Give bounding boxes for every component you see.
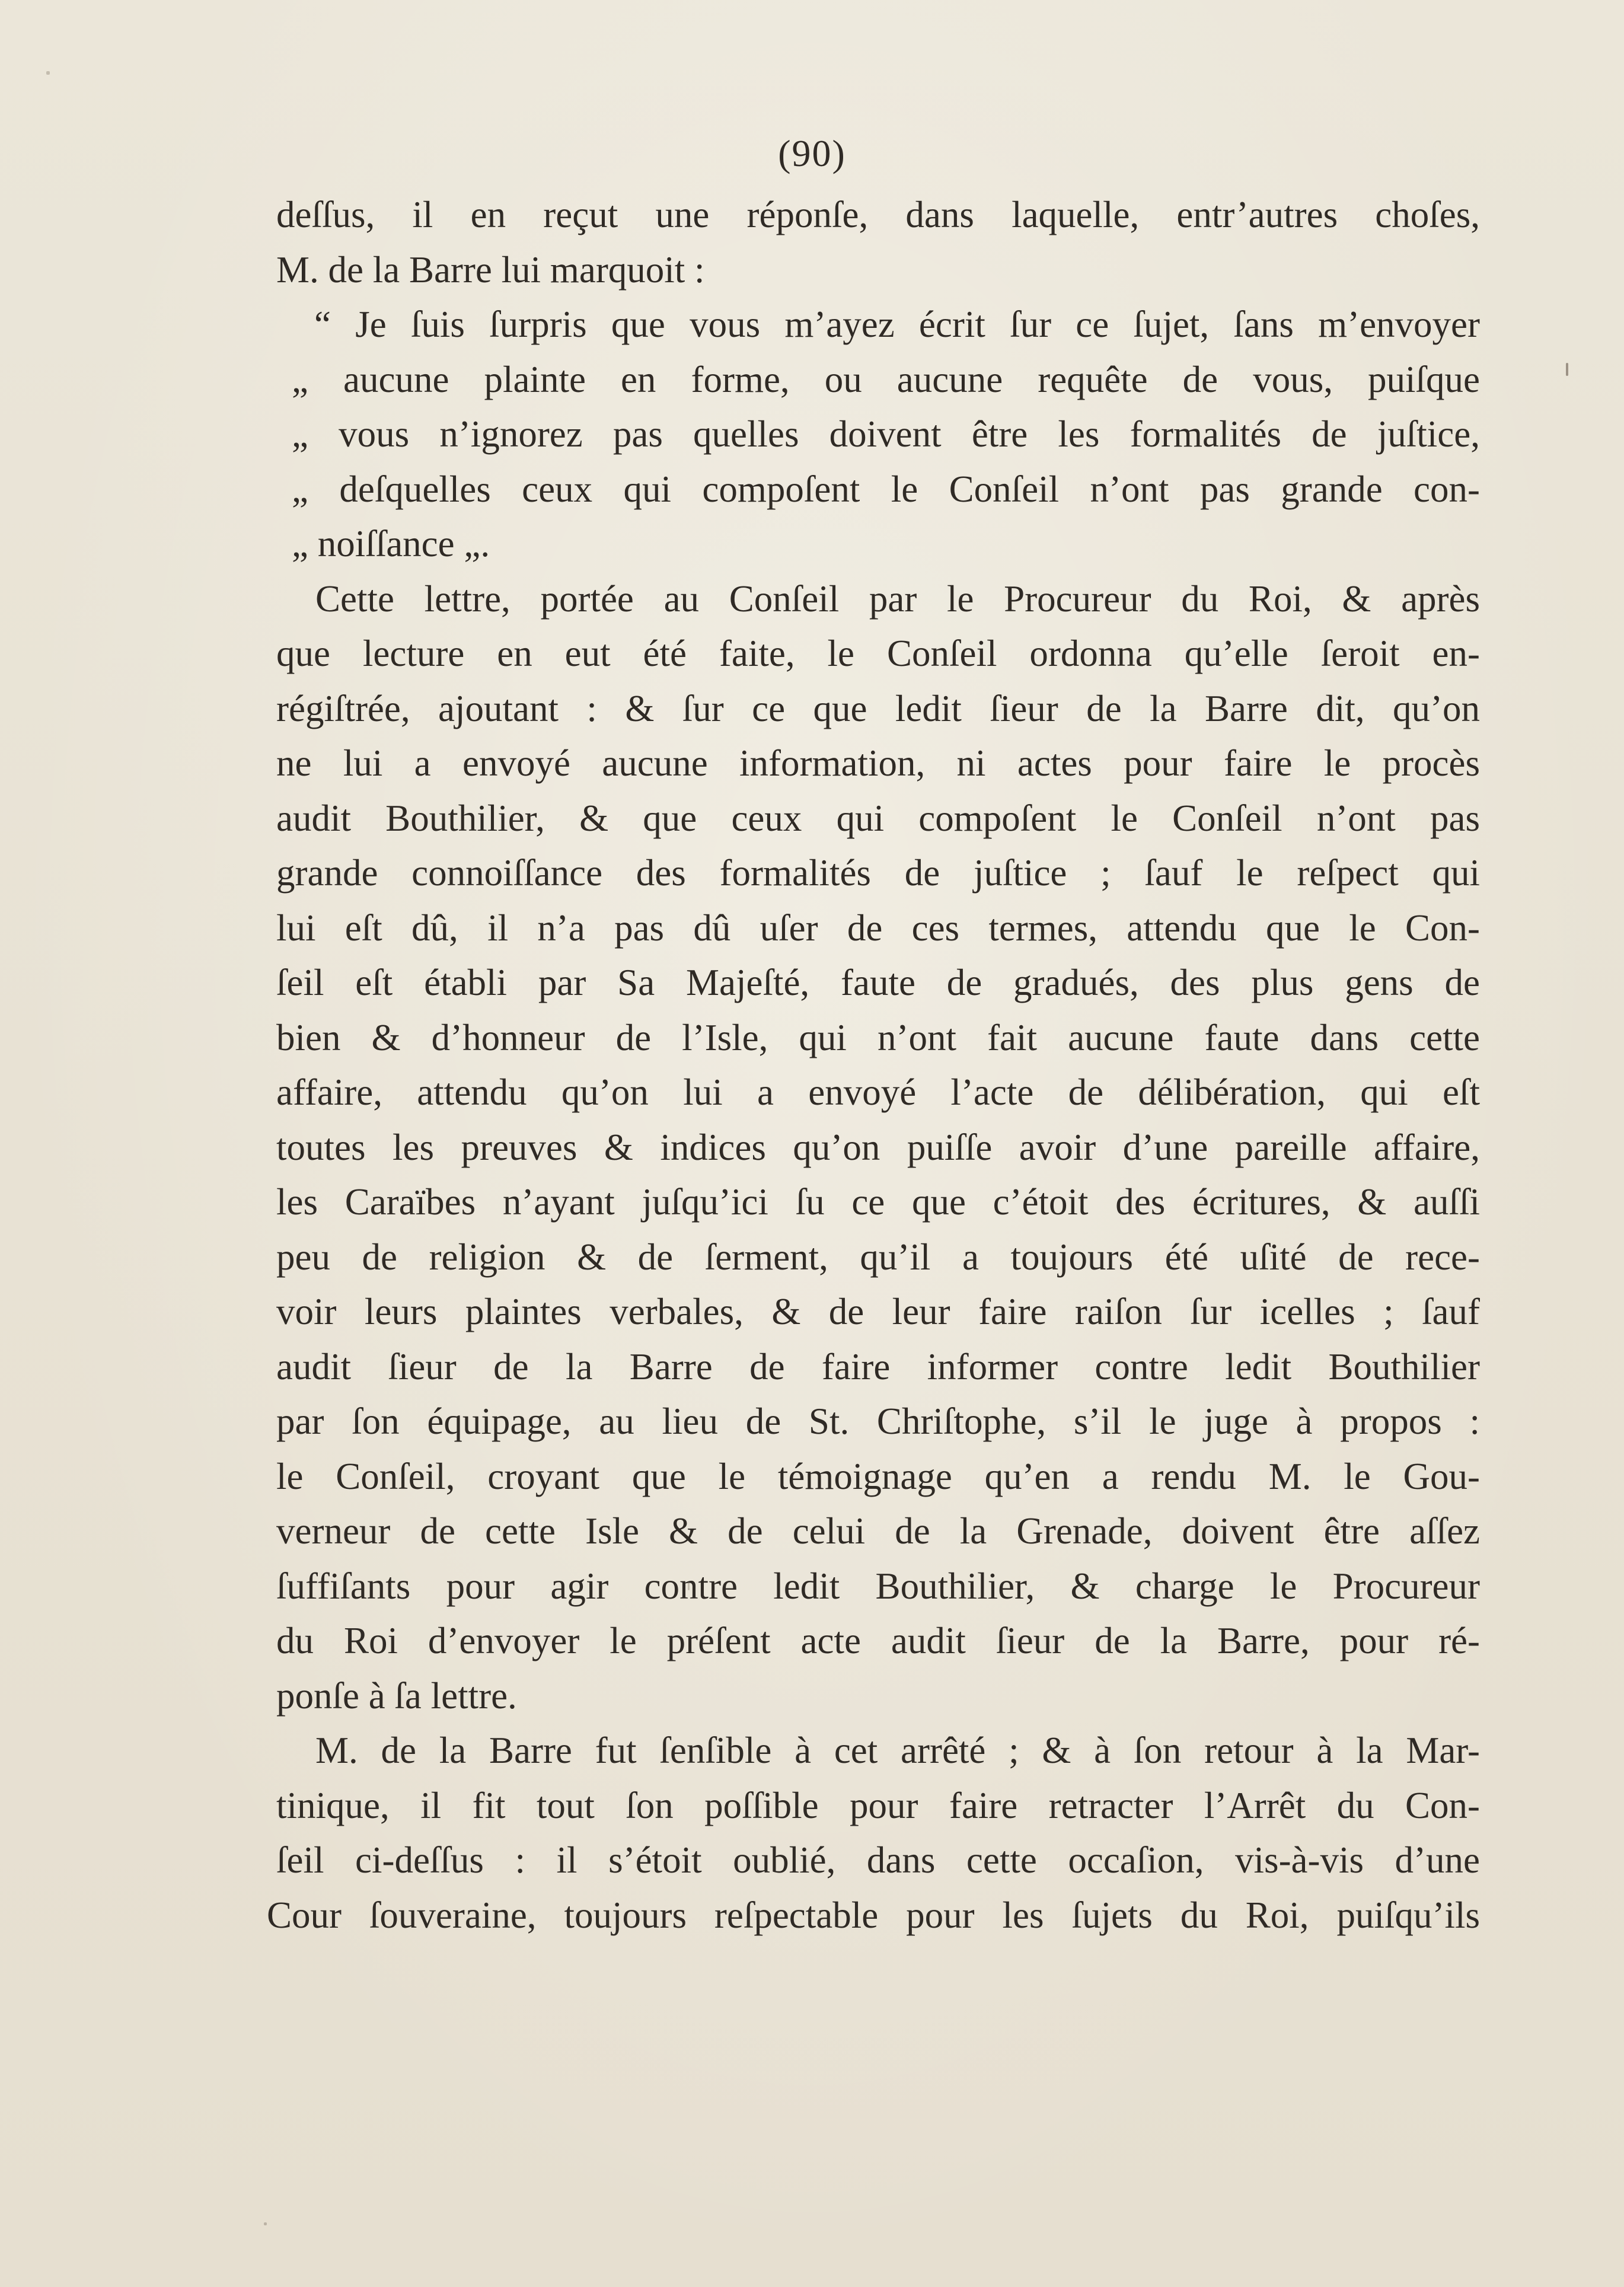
text-line: verneur de cette Isle & de celui de la Grenade, doivent être aſſez [276,1510,1480,1552]
text-line: Cour ſouveraine, toujours reſpectable pour les ſujets du Roi, puiſqu’ils [267,1894,1480,1936]
text-line: ſeil eſt établi par Sa Majeſté, faute de gradués, des plus gens de [276,962,1480,1003]
text-line: audit ſieur de la Barre de faire informer contre ledit Bouthilier [276,1345,1480,1387]
text-line: ſeil ci-deſſus : il s’étoit oublié, dans cette occaſion, vis-à-vis d’une [276,1839,1480,1881]
page-number: (90) [778,132,846,174]
text-line: affaire, attendu qu’on lui a envoyé l’acte de délibération, qui eſt [276,1071,1480,1113]
paper-speck [264,2222,267,2225]
text-line: „ vous n’ignorez pas quelles doivent être les formalités de juſtice, [292,413,1480,455]
text-line: Cette lettre, portée au Conſeil par le Procureur du Roi, & après [315,578,1480,620]
text-line: „ noiſſance „. [292,523,490,564]
text-line: deſſus, il en reçut une réponſe, dans laquelle, entr’autres choſes, [276,194,1480,235]
paper-speck [688,1582,690,1590]
paper-speck [46,71,50,75]
text-line: M. de la Barre fut ſenſible à cet arrêté ; & à ſon retour à la Mar- [315,1730,1480,1771]
text-line: toutes les preuves & indices qu’on puiſſe avoir d’une pareille affaire, [276,1126,1480,1168]
text-line: que lecture en eut été faite, le Conſeil ordonna qu’elle ſeroit en- [276,633,1480,674]
text-line: voir leurs plaintes verbales, & de leur faire raiſon ſur icelles ; ſauf [276,1291,1480,1332]
paper-speck [1566,363,1568,376]
text-line: régiſtrée, ajoutant : & ſur ce que ledit ſieur de la Barre dit, qu’on [276,687,1480,729]
text-line: les Caraïbes n’ayant juſqu’ici ſu ce que c’étoit des écritures, & auſſi [276,1181,1480,1223]
text-line: du Roi d’envoyer le préſent acte audit ſieur de la Barre, pour ré- [276,1620,1480,1661]
text-line: bien & d’honneur de l’Isle, qui n’ont fait aucune faute dans cette [276,1016,1480,1058]
text-line: le Conſeil, croyant que le témoignage qu’en a rendu M. le Gou- [276,1455,1480,1497]
text-line: audit Bouthilier, & que ceux qui compoſent le Conſeil n’ont pas [276,797,1480,839]
text-line: ſuffiſants pour agir contre ledit Bouthilier, & charge le Procureur [276,1565,1480,1607]
text-line: M. de la Barre lui marquoit : [276,248,705,291]
text-line: ne lui a envoyé aucune information, ni actes pour faire le procès [276,742,1480,784]
text-line: „ deſquelles ceux qui compoſent le Conſeil n’ont pas grande con- [292,468,1480,510]
text-line: par ſon équipage, au lieu de St. Chriſtophe, s’il le juge à propos : [276,1401,1480,1442]
text-line: peu de religion & de ſerment, qu’il a toujours été uſité de rece- [276,1236,1480,1278]
text-line: „ aucune plainte en forme, ou aucune requête de vous, puiſque [292,358,1480,400]
text-line: tinique, il fit tout ſon poſſible pour faire retracter l’Arrêt du Con- [276,1784,1480,1826]
text-line: lui eſt dû, il n’a pas dû uſer de ces termes, attendu que le Con- [276,907,1480,949]
text-line: “ Je ſuis ſurpris que vous m’ayez écrit ſur ce ſujet, ſans m’envoyer [314,304,1480,345]
text-line: ponſe à ſa lettre. [276,1674,517,1717]
text-line: grande connoiſſance des formalités de juſtice ; ſauf le reſpect qui [276,852,1480,894]
body-text [267,187,1480,1942]
